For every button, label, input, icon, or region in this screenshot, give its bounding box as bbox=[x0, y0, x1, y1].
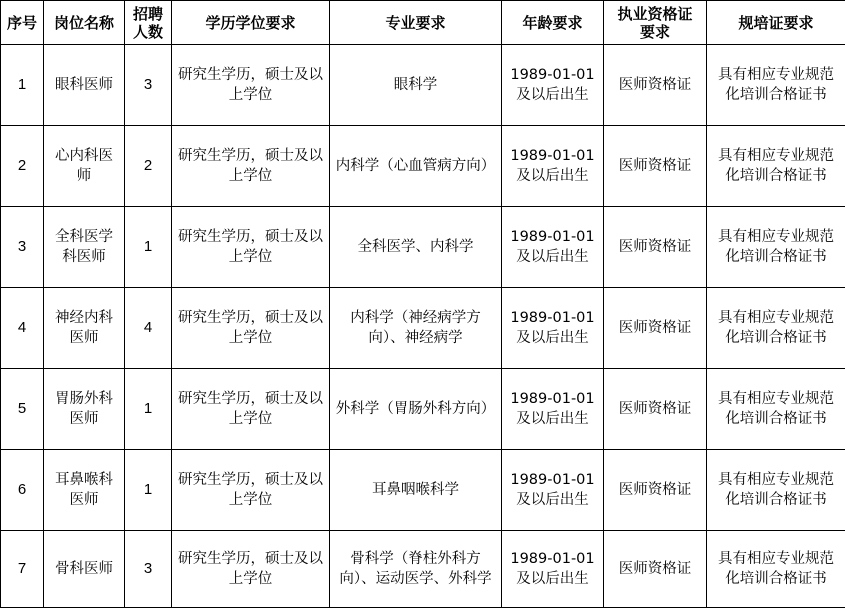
cell-license: 医师资格证 bbox=[604, 288, 707, 369]
cell-education: 研究生学历，硕士及以上学位 bbox=[172, 126, 330, 207]
cell-age: 1989-01-01及以后出生 bbox=[502, 288, 604, 369]
cell-position: 胃肠外科医师 bbox=[44, 369, 125, 450]
cell-age: 1989-01-01及以后出生 bbox=[502, 450, 604, 531]
cell-training: 具有相应专业规范化培训合格证书 bbox=[707, 126, 845, 207]
cell-count: 2 bbox=[125, 126, 172, 207]
cell-position: 耳鼻喉科医师 bbox=[44, 450, 125, 531]
cell-license: 医师资格证 bbox=[604, 45, 707, 126]
cell-position: 骨科医师 bbox=[44, 531, 125, 608]
header-major: 专业要求 bbox=[330, 1, 502, 45]
table-row bbox=[1, 207, 845, 288]
cell-training: 具有相应专业规范化培训合格证书 bbox=[707, 369, 845, 450]
header-license: 执业资格证 要求 bbox=[604, 1, 707, 45]
cell-seq: 1 bbox=[1, 45, 44, 126]
header-row bbox=[1, 1, 845, 45]
cell-age: 1989-01-01及以后出生 bbox=[502, 45, 604, 126]
cell-seq: 7 bbox=[1, 531, 44, 608]
cell-training: 具有相应专业规范化培训合格证书 bbox=[707, 45, 845, 126]
cell-major: 内科学（神经病学方向）、神经病学 bbox=[330, 288, 502, 369]
table-row bbox=[1, 288, 845, 369]
cell-license: 医师资格证 bbox=[604, 450, 707, 531]
cell-position: 神经内科医师 bbox=[44, 288, 125, 369]
table-row bbox=[1, 531, 845, 608]
cell-age: 1989-01-01及以后出生 bbox=[502, 531, 604, 608]
header-age: 年龄要求 bbox=[502, 1, 604, 45]
cell-count: 1 bbox=[125, 207, 172, 288]
cell-count: 4 bbox=[125, 288, 172, 369]
cell-license: 医师资格证 bbox=[604, 126, 707, 207]
cell-education: 研究生学历，硕士及以上学位 bbox=[172, 531, 330, 608]
header-training: 规培证要求 bbox=[707, 1, 845, 45]
cell-training: 具有相应专业规范化培训合格证书 bbox=[707, 207, 845, 288]
cell-seq: 2 bbox=[1, 126, 44, 207]
table-row bbox=[1, 45, 845, 126]
cell-major: 外科学（胃肠外科方向） bbox=[330, 369, 502, 450]
cell-major: 骨科学（脊柱外科方向）、运动医学、外科学 bbox=[330, 531, 502, 608]
cell-major: 眼科学 bbox=[330, 45, 502, 126]
cell-education: 研究生学历，硕士及以上学位 bbox=[172, 450, 330, 531]
table-row bbox=[1, 369, 845, 450]
cell-position: 全科医学科医师 bbox=[44, 207, 125, 288]
cell-major: 耳鼻咽喉科学 bbox=[330, 450, 502, 531]
cell-major: 内科学（心血管病方向） bbox=[330, 126, 502, 207]
cell-education: 研究生学历，硕士及以上学位 bbox=[172, 288, 330, 369]
cell-age: 1989-01-01及以后出生 bbox=[502, 126, 604, 207]
cell-age: 1989-01-01及以后出生 bbox=[502, 369, 604, 450]
cell-count: 1 bbox=[125, 450, 172, 531]
cell-count: 3 bbox=[125, 531, 172, 608]
cell-seq: 4 bbox=[1, 288, 44, 369]
cell-education: 研究生学历，硕士及以上学位 bbox=[172, 369, 330, 450]
cell-training: 具有相应专业规范化培训合格证书 bbox=[707, 531, 845, 608]
cell-seq: 3 bbox=[1, 207, 44, 288]
table-row bbox=[1, 450, 845, 531]
header-seq: 序号 bbox=[1, 1, 44, 45]
cell-count: 1 bbox=[125, 369, 172, 450]
cell-position: 心内科医师 bbox=[44, 126, 125, 207]
cell-count: 3 bbox=[125, 45, 172, 126]
cell-license: 医师资格证 bbox=[604, 531, 707, 608]
table-row bbox=[1, 126, 845, 207]
cell-training: 具有相应专业规范化培训合格证书 bbox=[707, 288, 845, 369]
cell-license: 医师资格证 bbox=[604, 207, 707, 288]
cell-training: 具有相应专业规范化培训合格证书 bbox=[707, 450, 845, 531]
header-education: 学历学位要求 bbox=[172, 1, 330, 45]
header-count: 招聘 人数 bbox=[125, 1, 172, 45]
header-position: 岗位名称 bbox=[44, 1, 125, 45]
cell-education: 研究生学历，硕士及以上学位 bbox=[172, 45, 330, 126]
cell-major: 全科医学、内科学 bbox=[330, 207, 502, 288]
cell-seq: 6 bbox=[1, 450, 44, 531]
cell-education: 研究生学历，硕士及以上学位 bbox=[172, 207, 330, 288]
cell-position: 眼科医师 bbox=[44, 45, 125, 126]
cell-seq: 5 bbox=[1, 369, 44, 450]
cell-age: 1989-01-01及以后出生 bbox=[502, 207, 604, 288]
cell-license: 医师资格证 bbox=[604, 369, 707, 450]
